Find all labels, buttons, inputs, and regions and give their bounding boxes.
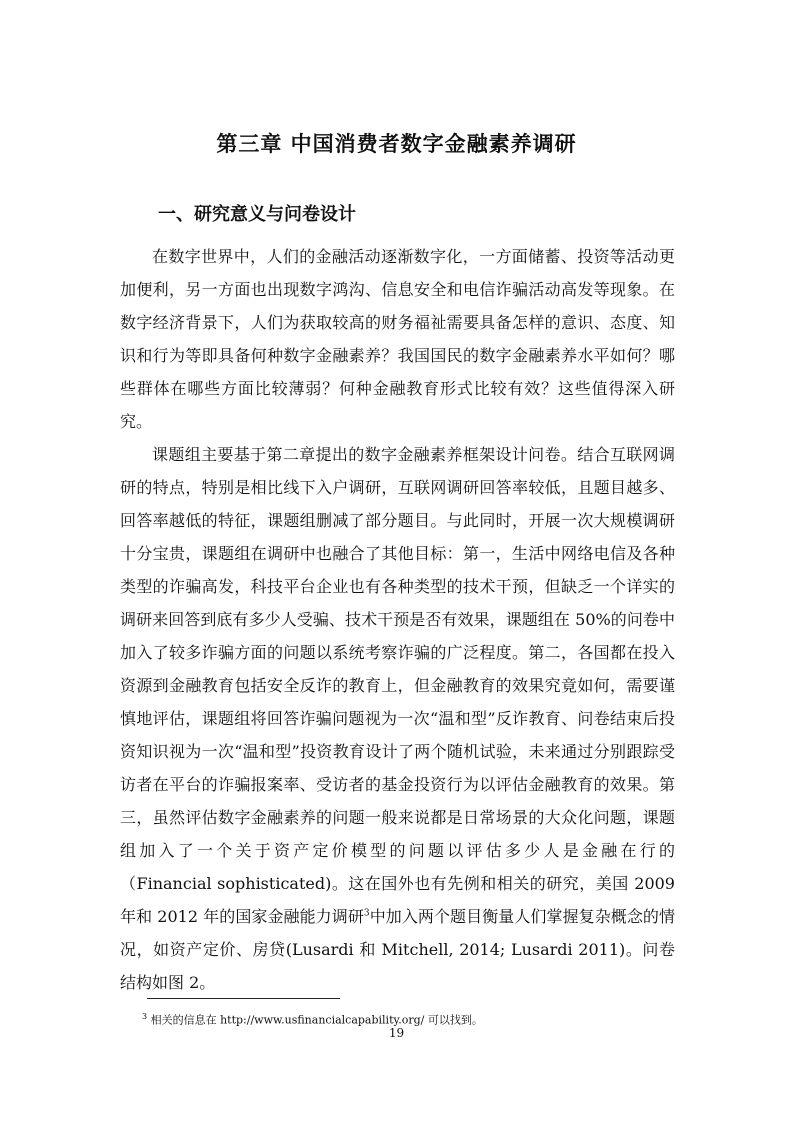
page-number: 19 — [388, 1026, 405, 1040]
footnote-marker: 3 — [142, 1012, 148, 1021]
paragraph-2-text-a: 课题组主要基于第二章提出的数字金融素养框架设计问卷。结合互联网调研的特点，特别是相比线下入户调研，互联网调研回答率较低，且题目越多、回答率越低的特征，课题组删减了部分题目。与此同时，开展一次大规模调研十分宝贵，课题组在调研中也融合了其他目标：第一，生活中网络电信及各种类型的诈骗高发，科技平台企业也有各种类型的技术干预，但缺乏一个详实的调研来回答到底有多少人受骗、技术干预是否有效果，课题组在 50%的问卷中加入了较多诈骗方面的问题以系统考察诈骗的广泛程度。第二，各国都在投入资源到金融教育包括安全反诈的教育上，但金融教育的效果究竟如何，需要谨慎地评估，课题组将回答诈骗问题视为一次“温和型”反诈教育、问卷结束后投资知识视为一次“温和型”投资教育设计了两个随机试验，未来通过分别跟踪受访者在平台的诈骗报案率、受访者的基金投资行为以评估金融教育的效果。第三，虽然评估数字金融素养的问题一般来说都是日常场景的大众化问题，课题组加入了一个关于资产定价模型的问题以评估多少人是金融在行的（Financial sophisticated)。这在国外也有先例和相关的研究，美国 2009 年和 2012 年的国家金融能力调研 — [120, 445, 675, 926]
footnote-divider — [147, 998, 340, 999]
section-title: 一、研究意义与问卷设计 — [158, 204, 356, 225]
body-text — [120, 240, 675, 999]
paragraph-2-text-b: 中加入两个题目衡量人们掌握复杂概念的情况，如资产定价、房贷(Lusardi 和 Mitchell, 2014; Lusardi 2011)。问卷结构如图 2。 — [120, 907, 675, 992]
footnote-reference: 3 — [363, 908, 370, 919]
footnote — [142, 1010, 483, 1028]
footnote-text: 相关的信息在 http://www.usfinancialcapability.org/ 可以找到。 — [150, 1013, 483, 1027]
paragraph-2 — [120, 438, 675, 999]
paragraph-1: 在数字世界中，人们的金融活动逐渐数字化，一方面储蓄、投资等活动更加便利，另一方面也出现数字鸿沟、信息安全和电信诈骗活动高发等现象。在数字经济背景下，人们为获取较高的财务福祉需要具备怎样的意识、态度、知识和行为等即具备何种数字金融素养？我国国民的数字金融素养水平如何？哪些群体在哪些方面比较薄弱？何种金融教育形式比较有效？这些值得深入研究。 — [120, 247, 675, 431]
chapter-title: 第三章 中国消费者数字金融素养调研 — [216, 132, 577, 156]
